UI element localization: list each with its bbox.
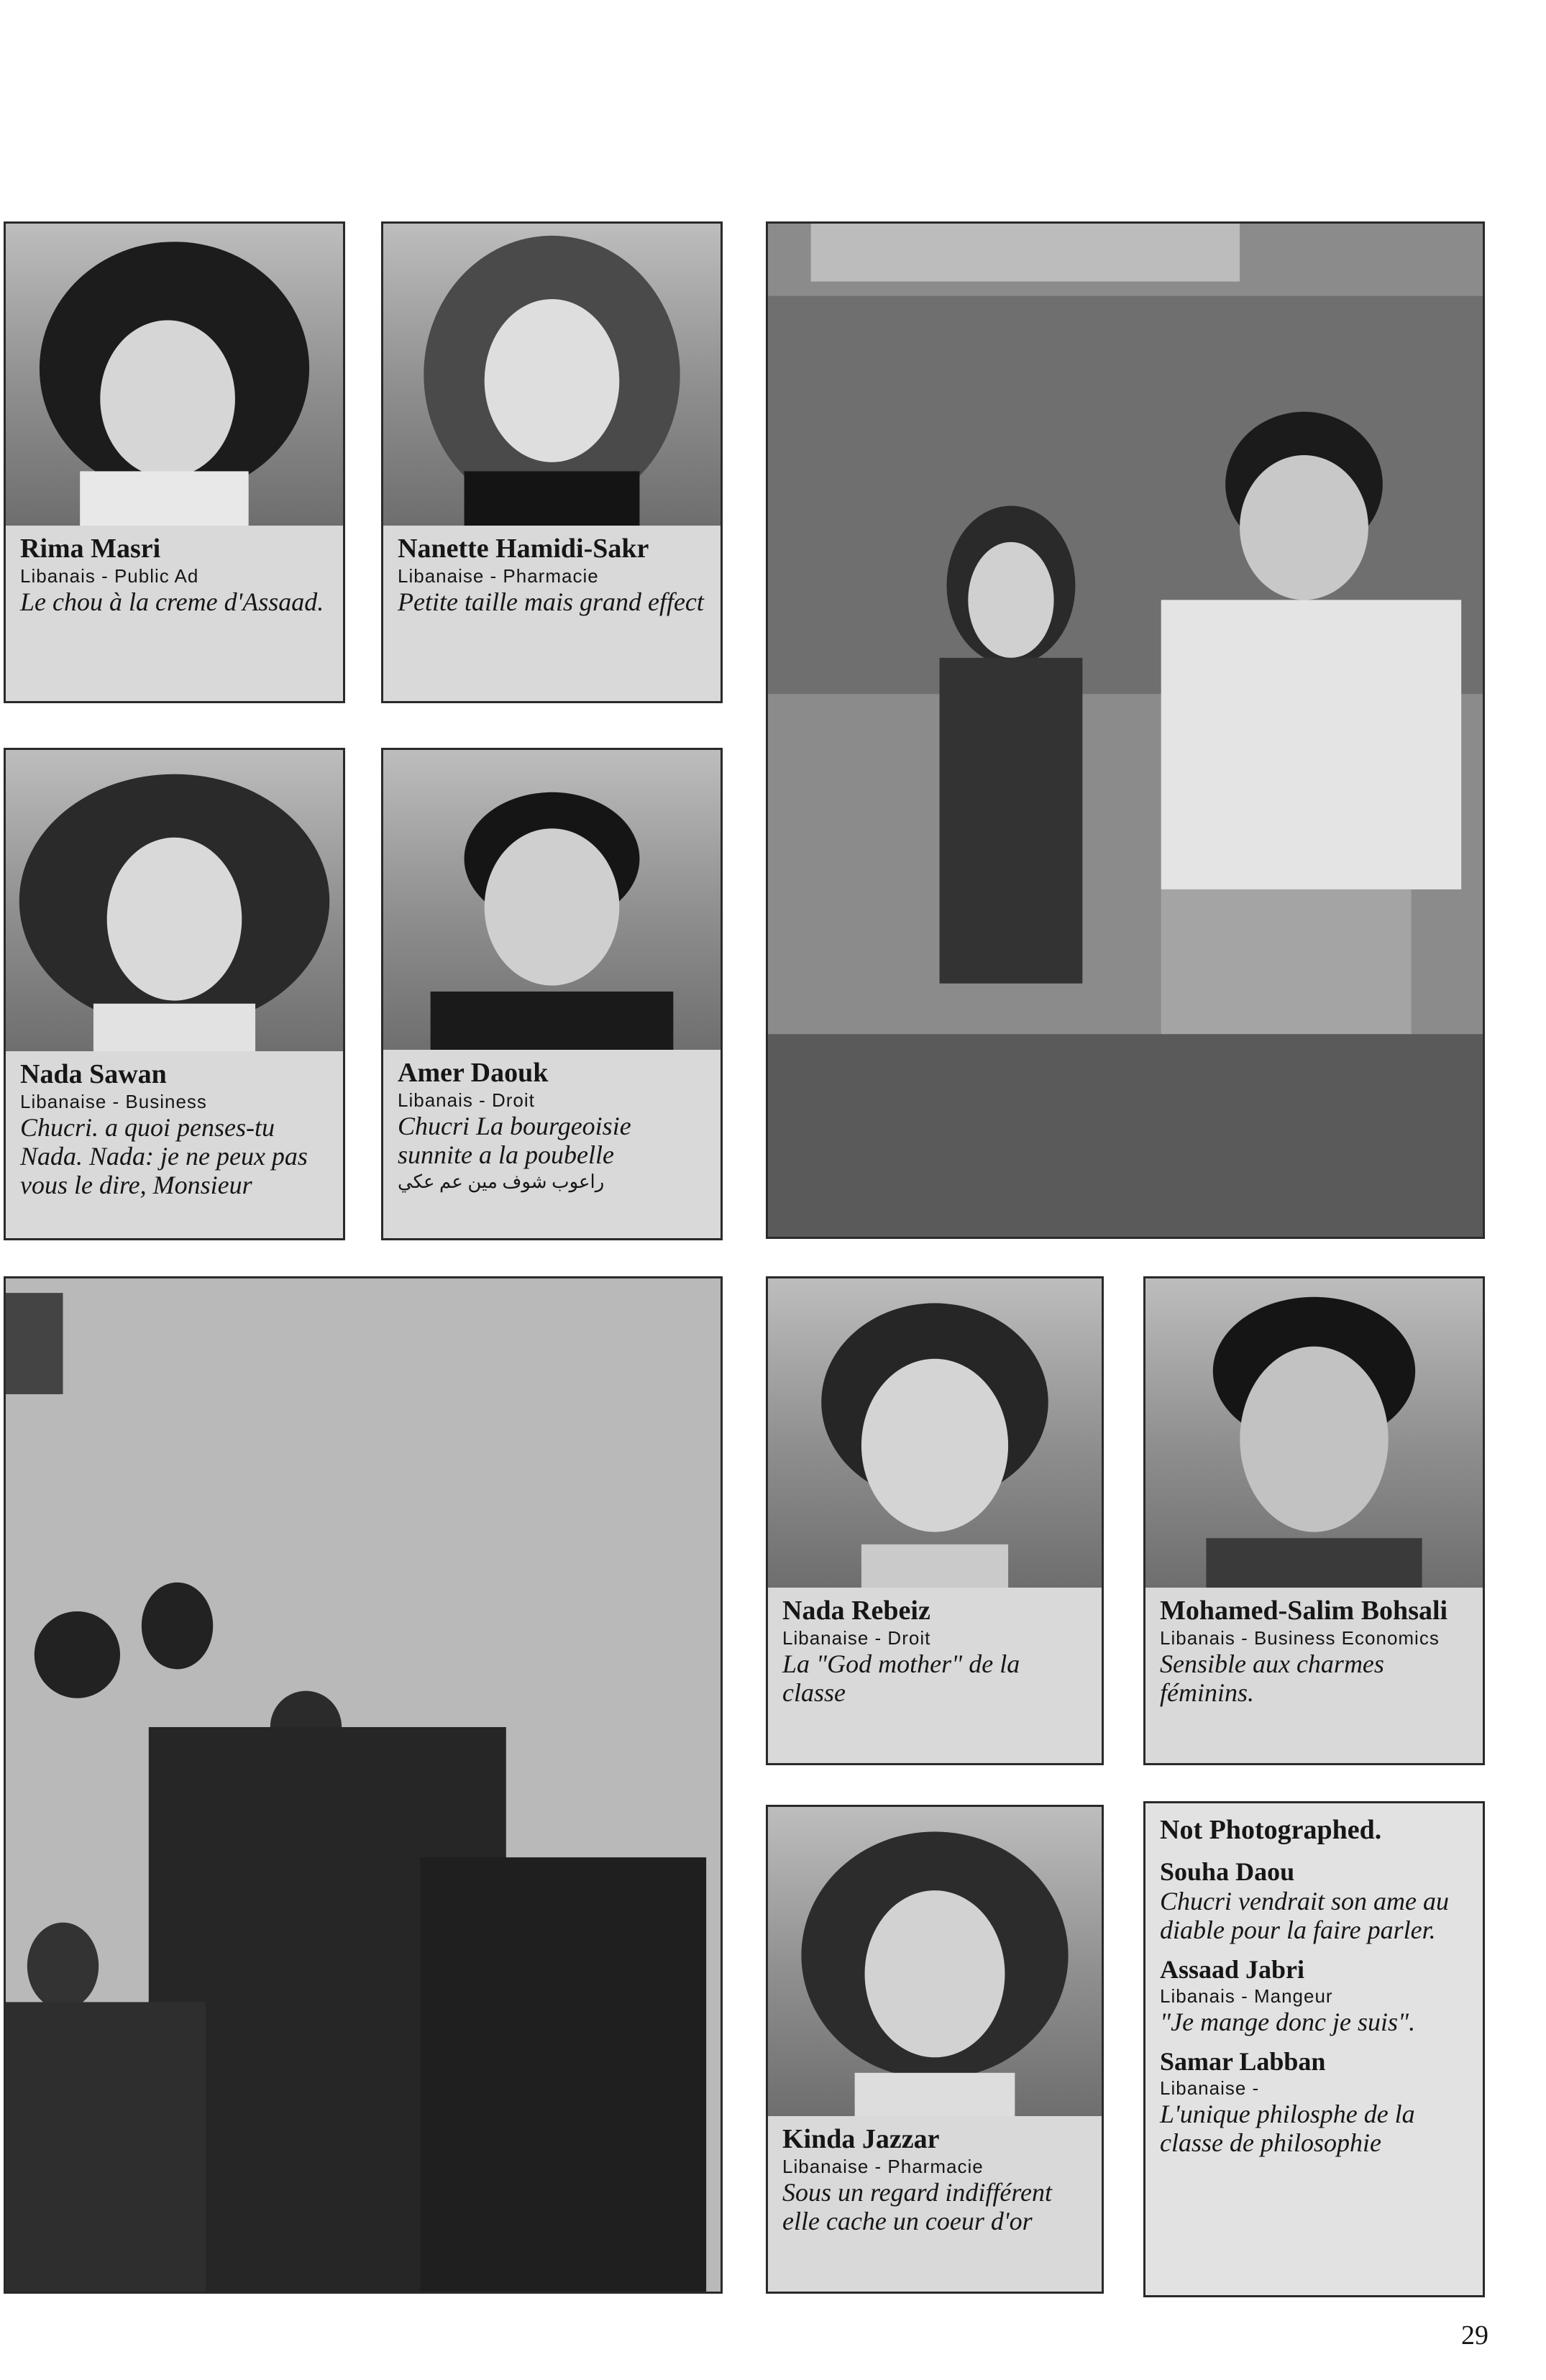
person-nationality-major: Libanaise - Pharmacie <box>782 2156 984 2177</box>
person-quote: La "God mother" de la classe <box>782 1649 1020 1707</box>
caption <box>383 526 721 701</box>
person-name: Rima Masri <box>20 534 161 564</box>
profile-card-nada-sawan <box>4 748 345 1240</box>
person-nationality-major: Libanaise - Business <box>20 1091 207 1112</box>
person-name: Souha Daou <box>1160 1857 1295 1886</box>
portrait-photo <box>1145 1278 1483 1590</box>
caption <box>6 1051 343 1238</box>
person-quote: Sous un regard indifférent elle cache un coeur d'or <box>782 2178 1052 2235</box>
caption <box>383 1050 721 1238</box>
group-photo-classroom <box>4 1276 723 2294</box>
person-name: Mohamed-Salim Bohsali <box>1160 1596 1448 1626</box>
person-quote: Chucri. a quoi penses-tu Nada. Nada: je ne peux pas vous le dire, Monsieur <box>20 1113 308 1199</box>
caption <box>768 2116 1102 2292</box>
page-number: 29 <box>1461 2320 1488 2351</box>
portrait-photo <box>6 224 343 528</box>
not-photographed-title: Not Photographed. <box>1160 1815 1382 1845</box>
portrait-photo <box>6 750 343 1054</box>
caption <box>6 526 343 701</box>
portrait-photo <box>768 1278 1102 1590</box>
person-quote: Petite taille mais grand effect <box>398 587 704 616</box>
person-nationality-major: Libanais - Public Ad <box>20 565 199 587</box>
person-name: Nada Sawan <box>20 1059 167 1089</box>
not-photographed-entry <box>1160 2046 1468 2157</box>
person-name: Assaad Jabri <box>1160 1955 1305 1984</box>
person-nationality-major: Libanais - Business Economics <box>1160 1627 1440 1649</box>
caption <box>1145 1588 1483 1763</box>
profile-card-amer-daouk <box>381 748 723 1240</box>
person-nationality-major: Libanais - Mangeur <box>1160 1985 1333 2007</box>
profile-card-nanette-hamidi-sakr <box>381 221 723 703</box>
person-nationality-major: Libanais - Droit <box>398 1089 535 1111</box>
person-name: Nanette Hamidi-Sakr <box>398 534 649 564</box>
profile-card-rima-masri <box>4 221 345 703</box>
profile-card-kinda-jazzar <box>766 1805 1104 2294</box>
portrait-photo <box>768 1807 1102 2118</box>
not-photographed-panel <box>1143 1801 1485 2297</box>
person-name: Amer Daouk <box>398 1058 549 1088</box>
portrait-photo <box>383 224 721 528</box>
person-quote: Le chou à la creme d'Assaad. <box>20 587 324 616</box>
person-name: Nada Rebeiz <box>782 1596 930 1626</box>
person-quote: Chucri La bourgeoisie sunnite a la poubelle <box>398 1112 631 1169</box>
person-nationality-major: Libanaise - Pharmacie <box>398 565 599 587</box>
profile-card-nada-rebeiz <box>766 1276 1104 1765</box>
group-photo-three-students <box>766 221 1485 1239</box>
person-name: Samar Labban <box>1160 2047 1326 2076</box>
person-name: Kinda Jazzar <box>782 2124 940 2154</box>
person-quote: "Je mange donc je suis". <box>1160 2008 1416 2036</box>
person-nationality-major: Libanaise - <box>1160 2077 1260 2099</box>
portrait-photo <box>383 750 721 1054</box>
arabic-quote: راعوب شوف مين عم عكي <box>398 1171 605 1192</box>
not-photographed-entry <box>1160 1857 1468 1944</box>
person-quote: Sensible aux charmes féminins. <box>1160 1649 1384 1707</box>
caption <box>768 1588 1102 1763</box>
person-quote: Chucri vendrait son ame au diable pour la faire parler. <box>1160 1887 1449 1944</box>
person-nationality-major: Libanaise - Droit <box>782 1627 931 1649</box>
profile-card-mohamed-salim-bohsali <box>1143 1276 1485 1765</box>
person-quote: L'unique philosphe de la classe de philosophie <box>1160 2100 1415 2157</box>
not-photographed-entry <box>1160 1954 1468 2036</box>
